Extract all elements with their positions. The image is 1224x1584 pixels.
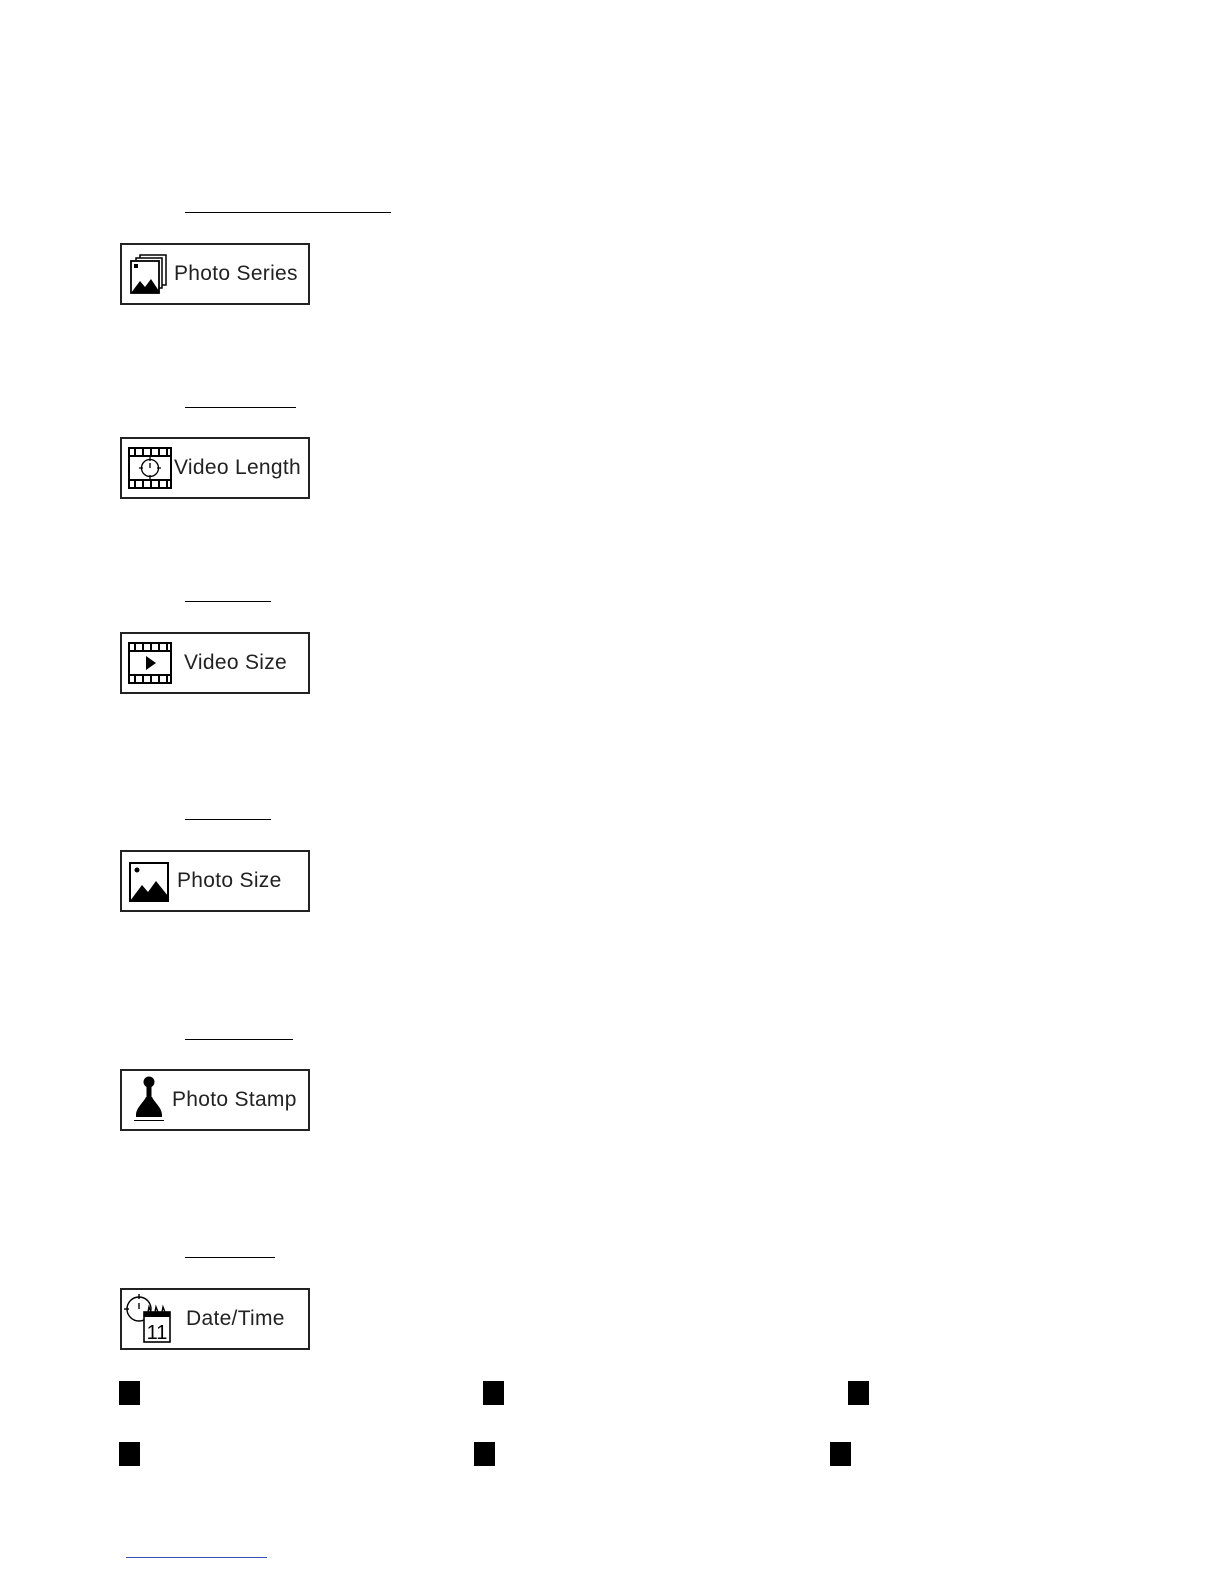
bullet-marker xyxy=(830,1442,851,1466)
video-size-icon xyxy=(126,640,172,686)
bullet-marker xyxy=(483,1381,504,1405)
section-heading-rule xyxy=(185,1257,275,1258)
bullet-marker xyxy=(119,1442,140,1466)
video-size-menu-box xyxy=(120,632,310,694)
photo-size-menu-box xyxy=(120,850,310,912)
date-time-menu-box xyxy=(120,1288,310,1350)
video-size-label: Video Size xyxy=(184,651,288,674)
section-heading-rule xyxy=(185,1039,293,1040)
section-heading-rule xyxy=(185,601,271,602)
photo-stamp-menu-box xyxy=(120,1069,310,1131)
section-heading-rule xyxy=(185,819,271,820)
photo-series-label: Photo Series xyxy=(174,262,298,285)
photo-series-menu-box xyxy=(120,243,310,305)
photo-size-label: Photo Size xyxy=(177,869,282,892)
link-underline[interactable] xyxy=(126,1557,267,1558)
video-length-icon xyxy=(126,445,172,491)
section-heading-rule xyxy=(185,212,391,213)
section-heading-rule xyxy=(185,407,296,408)
calendar-day-number: 11 xyxy=(146,1322,168,1344)
photo-stamp-icon xyxy=(126,1075,172,1121)
video-length-menu-box xyxy=(120,437,310,499)
bullet-marker xyxy=(848,1381,869,1405)
photo-stamp-label: Photo Stamp xyxy=(172,1088,297,1111)
photo-size-icon xyxy=(126,858,172,904)
date-time-icon xyxy=(124,1294,176,1346)
video-length-label: Video Length xyxy=(174,456,301,479)
date-time-label: Date/Time xyxy=(186,1307,285,1330)
photo-series-icon xyxy=(126,251,172,297)
bullet-marker xyxy=(474,1442,495,1466)
bullet-marker xyxy=(119,1381,140,1405)
